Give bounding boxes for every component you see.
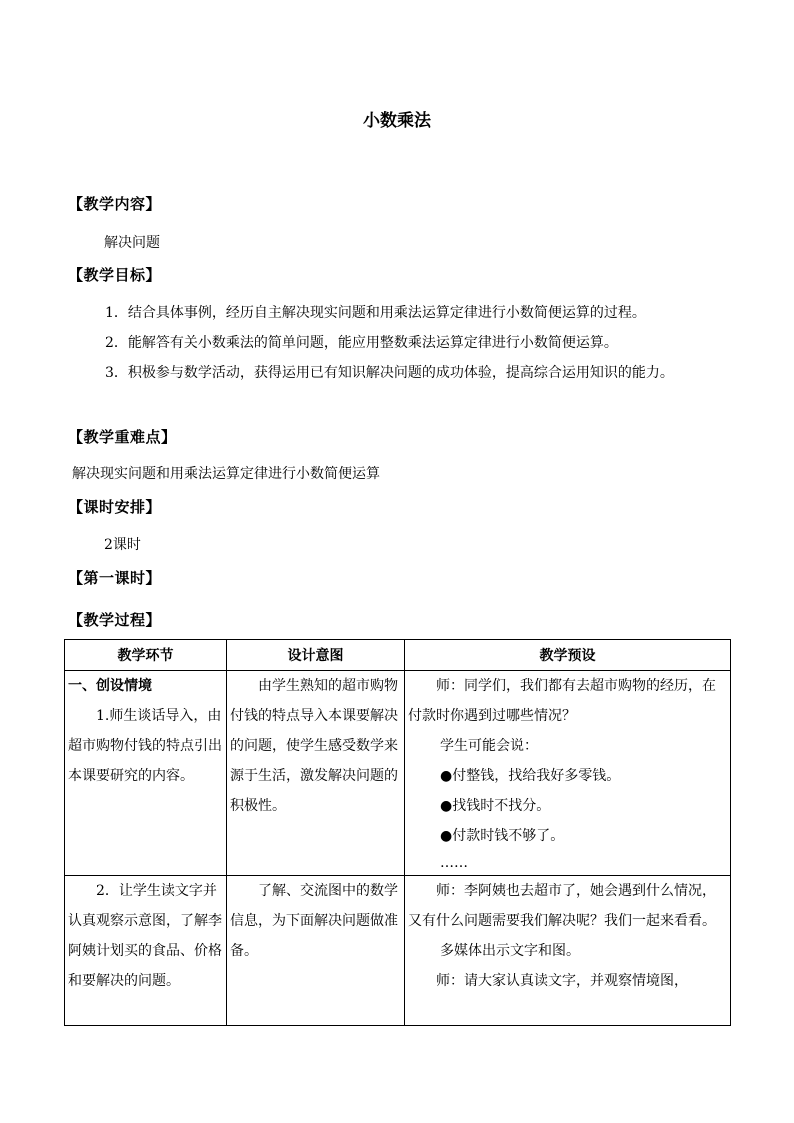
schedule-text: 2课时 xyxy=(104,537,141,553)
preset-line: ●付款时钱不够了。 xyxy=(440,828,565,844)
preset-line: 师：同学们，我们都有去超市购物的经历，在付款时你遇到过哪些情况？ xyxy=(408,678,716,724)
key-points-text: 解决现实问题和用乘法运算定律进行小数简便运算 xyxy=(72,466,380,482)
preset-line: ●付整钱，找给我好多零钱。 xyxy=(440,768,621,784)
intent-cell xyxy=(227,671,405,876)
header-intent: 设计意图 xyxy=(227,640,405,671)
heading-key-points: 【教学重难点】 xyxy=(68,428,177,446)
preset-line: …… xyxy=(440,855,468,871)
stage-text: 1.师生谈话导入，由超市购物付钱的特点引出本课要研究的内容。 xyxy=(68,708,222,784)
heading-goals: 【教学目标】 xyxy=(68,266,162,284)
table-row xyxy=(65,876,731,1026)
preset-line: 多媒体出示文字和图。 xyxy=(440,943,580,959)
heading-process: 【教学过程】 xyxy=(68,611,162,629)
preset-line: 师：请大家认真读文字，并观察情境图， xyxy=(436,973,688,989)
preset-cell xyxy=(405,671,731,876)
lesson-table xyxy=(64,639,731,1026)
header-stage: 教学环节 xyxy=(65,640,227,671)
heading-schedule: 【课时安排】 xyxy=(68,498,162,516)
table-header-row xyxy=(65,640,731,671)
preset-cell xyxy=(405,876,731,1026)
content-text: 解决问题 xyxy=(104,235,160,251)
stage-cell xyxy=(65,671,227,876)
goal-item: 3．积极参与数学活动，获得运用已有知识解决问题的成功体验，提高综合运用知识的能力。 xyxy=(105,365,674,381)
intent-cell xyxy=(227,876,405,1026)
preset-line: ●找钱时不找分。 xyxy=(440,798,551,814)
intent-text: 由学生熟知的超市购物付钱的特点导入本课要解决的问题，使学生感受数学来源于生活，激发解决问题的积极性。 xyxy=(230,678,398,814)
stage-title: 一、创设情境 xyxy=(68,678,152,694)
document-title: 小数乘法 xyxy=(363,111,431,131)
header-preset: 教学预设 xyxy=(405,640,731,671)
table-row xyxy=(65,671,731,876)
stage-text: 2．让学生读文字并认真观察示意图，了解李阿姨计划买的食品、价格和要解决的问题。 xyxy=(68,883,222,989)
heading-content: 【教学内容】 xyxy=(68,195,162,213)
preset-line: 师：李阿姨也去超市了，她会遇到什么情况，又有什么问题需要我们解决呢？我们一起来看看。 xyxy=(408,883,716,929)
goal-item: 1．结合具体事例，经历自主解决现实问题和用乘法运算定律进行小数简便运算的过程。 xyxy=(105,305,646,321)
preset-line: 学生可能会说： xyxy=(440,738,538,754)
stage-cell xyxy=(65,876,227,1026)
intent-text: 了解、交流图中的数学信息，为下面解决问题做准备。 xyxy=(230,883,398,959)
heading-first-lesson: 【第一课时】 xyxy=(68,569,162,587)
goal-item: 2．能解答有关小数乘法的简单问题，能应用整数乘法运算定律进行小数简便运算。 xyxy=(105,335,618,351)
